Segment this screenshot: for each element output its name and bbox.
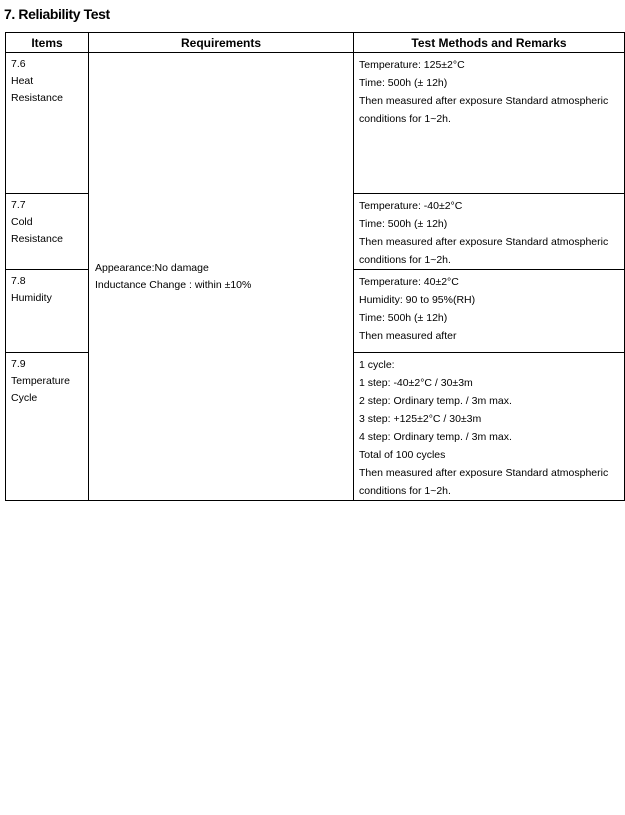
method-line: 3 step: +125±2°C / 30±3m bbox=[359, 413, 482, 425]
method-line: Temperature: -40±2°C bbox=[359, 200, 463, 212]
item-name: Humidity bbox=[11, 292, 52, 304]
requirement-appearance: Appearance:No damage bbox=[95, 261, 209, 274]
method-line: 1 cycle: bbox=[359, 359, 395, 371]
method-humidity bbox=[354, 270, 625, 353]
item-humidity bbox=[6, 270, 89, 353]
method-line: conditions for 1~2h. bbox=[359, 254, 451, 266]
method-line: Then measured after exposure Standard atmospheric bbox=[359, 236, 609, 248]
method-line: conditions for 1~2h. bbox=[359, 113, 451, 125]
item-number: 7.8 bbox=[11, 275, 26, 287]
method-line: conditions for 1~2h. bbox=[359, 485, 451, 497]
method-line: 4 step: Ordinary temp. / 3m max. bbox=[359, 431, 512, 443]
method-line: Time: 500h (± 12h) bbox=[359, 312, 448, 324]
method-line: Temperature: 125±2°C bbox=[359, 59, 465, 71]
item-number: 7.9 bbox=[11, 358, 26, 370]
method-line: Humidity: 90 to 95%(RH) bbox=[359, 294, 476, 306]
method-line: 2 step: Ordinary temp. / 3m max. bbox=[359, 395, 512, 407]
header-items: Items bbox=[6, 33, 89, 53]
item-number: 7.6 bbox=[11, 58, 26, 70]
header-requirements: Requirements bbox=[89, 33, 354, 53]
item-heat-resistance bbox=[6, 53, 89, 194]
method-heat-resistance bbox=[354, 53, 625, 194]
item-cold-resistance bbox=[6, 194, 89, 270]
header-test-methods: Test Methods and Remarks bbox=[354, 33, 625, 53]
method-line: Time: 500h (± 12h) bbox=[359, 218, 448, 230]
table-row bbox=[6, 53, 625, 194]
item-temperature-cycle bbox=[6, 353, 89, 501]
table-header-row bbox=[6, 33, 625, 53]
item-name: Heat bbox=[11, 75, 34, 87]
section-title: 7. Reliability Test bbox=[4, 6, 110, 22]
method-temperature-cycle bbox=[354, 353, 625, 501]
method-line: Total of 100 cycles bbox=[359, 449, 446, 461]
item-name: Resistance bbox=[11, 233, 63, 245]
requirements-cell bbox=[89, 53, 354, 501]
method-line: Temperature: 40±2°C bbox=[359, 276, 459, 288]
method-line: 1 step: -40±2°C / 30±3m bbox=[359, 377, 473, 389]
item-number: 7.7 bbox=[11, 199, 26, 211]
item-name: Resistance bbox=[11, 92, 63, 104]
requirement-inductance-change: Inductance Change : within ±10% bbox=[95, 278, 252, 291]
item-name: Temperature bbox=[11, 375, 70, 387]
reliability-test-table bbox=[5, 32, 625, 501]
method-line: Then measured after exposure Standard atmospheric bbox=[359, 95, 609, 107]
method-line: Time: 500h (± 12h) bbox=[359, 77, 448, 89]
item-name: Cycle bbox=[11, 392, 38, 404]
method-cold-resistance bbox=[354, 194, 625, 270]
method-line: Then measured after exposure Standard atmospheric bbox=[359, 467, 609, 479]
method-line: Then measured after bbox=[359, 330, 457, 342]
item-name: Cold bbox=[11, 216, 33, 228]
